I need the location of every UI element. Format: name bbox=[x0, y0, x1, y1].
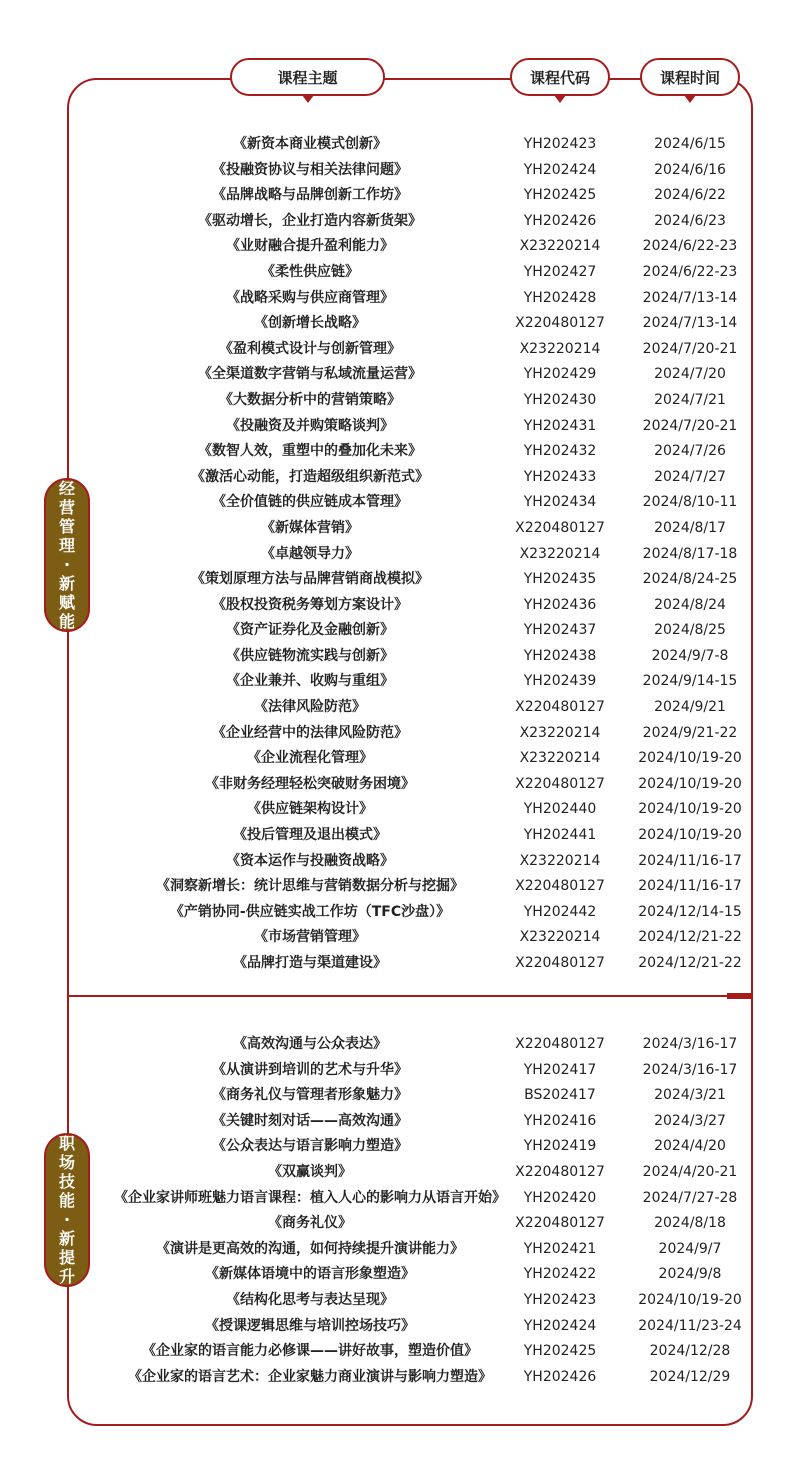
course-time: 2024/9/7-8 bbox=[651, 647, 729, 664]
course-time: 2024/6/15 bbox=[654, 136, 726, 152]
course-title: 《业财融合提升盈利能力》 bbox=[226, 238, 394, 255]
course-code: X220480127 bbox=[515, 878, 605, 895]
course-time: 2024/3/27 bbox=[654, 1112, 726, 1129]
course-time: 2024/9/14-15 bbox=[642, 673, 738, 690]
table-row bbox=[0, 618, 800, 644]
course-code: YH202432 bbox=[523, 443, 597, 460]
course-time: 2024/7/13-14 bbox=[642, 289, 738, 306]
course-time: 2024/11/16-17 bbox=[638, 878, 742, 895]
table-row bbox=[0, 414, 800, 440]
table-row bbox=[0, 1134, 800, 1160]
course-code: YH202416 bbox=[523, 1112, 597, 1129]
course-title: 《驱动增长，企业打造内容新货架》 bbox=[198, 212, 422, 229]
table-row bbox=[0, 849, 800, 875]
table-row bbox=[0, 362, 800, 388]
header-topic bbox=[230, 58, 385, 96]
course-code: YH202440 bbox=[523, 801, 597, 818]
table-row bbox=[0, 311, 800, 337]
course-time: 2024/8/18 bbox=[654, 1215, 726, 1232]
course-time: 2024/6/22-23 bbox=[642, 238, 738, 255]
course-time: 2024/4/20 bbox=[654, 1138, 726, 1155]
header-code bbox=[510, 58, 610, 96]
course-time: 2024/8/24 bbox=[654, 596, 726, 613]
table-row bbox=[0, 234, 800, 260]
course-title: 《投后管理及退出模式》 bbox=[233, 827, 387, 844]
course-list-skills bbox=[0, 1032, 800, 1390]
course-time: 2024/12/21-22 bbox=[638, 955, 742, 971]
table-row bbox=[0, 465, 800, 491]
table-row bbox=[0, 593, 800, 619]
course-time: 2024/4/20-21 bbox=[642, 1163, 738, 1180]
course-time: 2024/10/19-20 bbox=[638, 1291, 742, 1308]
course-time: 2024/7/20-21 bbox=[642, 340, 738, 357]
course-title: 《新资本商业模式创新》 bbox=[233, 136, 387, 152]
course-code: X220480127 bbox=[515, 1215, 605, 1232]
course-code: YH202423 bbox=[523, 136, 597, 152]
course-code: X23220214 bbox=[519, 852, 601, 869]
course-title: 《企业家的语言艺术：企业家魅力商业演讲与影响力塑造》 bbox=[128, 1368, 492, 1385]
course-time: 2024/6/16 bbox=[654, 161, 726, 178]
course-title: 《卓越领导力》 bbox=[261, 545, 359, 562]
course-code: YH202441 bbox=[523, 827, 597, 844]
course-time: 2024/7/20-21 bbox=[642, 417, 738, 434]
course-time: 2024/6/22-23 bbox=[642, 263, 738, 280]
table-row bbox=[0, 1288, 800, 1314]
course-time: 2024/10/19-20 bbox=[638, 750, 742, 767]
course-time: 2024/6/23 bbox=[654, 212, 726, 229]
course-title: 《非财务经理轻松突破财务困境》 bbox=[205, 775, 415, 792]
course-time: 2024/7/27 bbox=[654, 468, 726, 485]
course-code: YH202435 bbox=[523, 571, 597, 588]
course-title: 《创新增长战略》 bbox=[254, 315, 366, 332]
course-time: 2024/7/26 bbox=[654, 443, 726, 460]
course-code: X220480127 bbox=[515, 1036, 605, 1052]
course-code: YH202424 bbox=[523, 1317, 597, 1334]
course-time: 2024/11/23-24 bbox=[638, 1317, 742, 1334]
table-row bbox=[0, 260, 800, 286]
course-title: 《股权投资税务筹划方案设计》 bbox=[212, 596, 408, 613]
course-time: 2024/9/21 bbox=[654, 699, 726, 716]
table-row bbox=[0, 772, 800, 798]
course-title: 《企业家的语言能力必修课——讲好故事，塑造价值》 bbox=[142, 1343, 478, 1360]
table-row bbox=[0, 1032, 800, 1058]
course-title: 《战略采购与供应商管理》 bbox=[226, 289, 394, 306]
course-code: YH202420 bbox=[523, 1189, 597, 1206]
table-row bbox=[0, 874, 800, 900]
table-row bbox=[0, 1365, 800, 1391]
table-row bbox=[0, 1262, 800, 1288]
course-time: 2024/3/16-17 bbox=[642, 1061, 738, 1078]
table-row bbox=[0, 490, 800, 516]
course-title: 《产销协同-供应链实战工作坊（TFC沙盘）》 bbox=[169, 903, 451, 920]
down-arrow-icon bbox=[554, 95, 566, 103]
table-row bbox=[0, 1186, 800, 1212]
course-time: 2024/9/8 bbox=[658, 1266, 722, 1283]
course-time: 2024/12/14-15 bbox=[638, 903, 742, 920]
course-code: X23220214 bbox=[519, 724, 601, 741]
down-arrow-icon bbox=[302, 95, 314, 103]
course-time: 2024/9/21-22 bbox=[642, 724, 738, 741]
section-divider bbox=[67, 995, 753, 997]
course-title: 《数智人效，重塑中的叠加化未来》 bbox=[198, 443, 422, 460]
course-title: 《洞察新增长：统计思维与营销数据分析与挖掘》 bbox=[156, 878, 464, 895]
course-time: 2024/8/17 bbox=[654, 519, 726, 536]
header-topic-label: 课程主题 bbox=[277, 68, 338, 87]
course-code: YH202421 bbox=[523, 1240, 597, 1257]
course-code: YH202419 bbox=[523, 1138, 597, 1155]
course-code: YH202438 bbox=[523, 647, 597, 664]
course-code: BS202417 bbox=[524, 1087, 596, 1104]
table-row bbox=[0, 1211, 800, 1237]
table-row bbox=[0, 721, 800, 747]
course-title: 《企业家讲师班魅力语言课程：植入人心的影响力从语言开始》 bbox=[114, 1189, 506, 1206]
course-title: 《盈利模式设计与创新管理》 bbox=[219, 340, 401, 357]
course-code: X23220214 bbox=[519, 929, 601, 946]
table-row bbox=[0, 746, 800, 772]
section-divider-cap bbox=[727, 993, 753, 999]
course-time: 2024/9/7 bbox=[658, 1240, 722, 1257]
course-time: 2024/12/21-22 bbox=[638, 929, 742, 946]
course-title: 《新媒体语境中的语言形象塑造》 bbox=[205, 1266, 415, 1283]
course-title: 《商务礼仪》 bbox=[268, 1215, 352, 1232]
table-row bbox=[0, 516, 800, 542]
section-badge-label: 经营管理·新赋能 bbox=[58, 479, 75, 631]
course-title: 《关键时刻对话——高效沟通》 bbox=[212, 1112, 408, 1129]
table-row bbox=[0, 1237, 800, 1263]
table-row bbox=[0, 695, 800, 721]
table-row bbox=[0, 669, 800, 695]
course-time: 2024/3/21 bbox=[654, 1087, 726, 1104]
course-title: 《资本运作与投融资战略》 bbox=[226, 852, 394, 869]
course-title: 《柔性供应链》 bbox=[261, 263, 359, 280]
course-title: 《市场营销管理》 bbox=[254, 929, 366, 946]
course-code: YH202424 bbox=[523, 161, 597, 178]
course-title: 《全价值链的供应链成本管理》 bbox=[212, 494, 408, 511]
course-title: 《法律风险防范》 bbox=[254, 699, 366, 716]
course-code: X23220214 bbox=[519, 545, 601, 562]
course-title: 《新媒体营销》 bbox=[261, 519, 359, 536]
course-code: X23220214 bbox=[519, 238, 601, 255]
table-row bbox=[0, 1339, 800, 1365]
course-time: 2024/7/13-14 bbox=[642, 315, 738, 332]
course-time: 2024/7/27-28 bbox=[642, 1189, 738, 1206]
table-row bbox=[0, 567, 800, 593]
course-list-management bbox=[0, 132, 800, 977]
table-row bbox=[0, 132, 800, 158]
course-code: YH202426 bbox=[523, 1368, 597, 1385]
course-code: YH202417 bbox=[523, 1061, 597, 1078]
course-code: X220480127 bbox=[515, 1163, 605, 1180]
course-time: 2024/11/16-17 bbox=[638, 852, 742, 869]
course-code: X220480127 bbox=[515, 315, 605, 332]
course-title: 《授课逻辑思维与培训控场技巧》 bbox=[205, 1317, 415, 1334]
table-row bbox=[0, 209, 800, 235]
course-time: 2024/10/19-20 bbox=[638, 801, 742, 818]
course-code: YH202437 bbox=[523, 622, 597, 639]
course-code: X23220214 bbox=[519, 750, 601, 767]
course-title: 《演讲是更高效的沟通，如何持续提升演讲能力》 bbox=[156, 1240, 464, 1257]
header-code-label: 课程代码 bbox=[529, 68, 590, 87]
table-row bbox=[0, 797, 800, 823]
course-title: 《从演讲到培训的艺术与升华》 bbox=[212, 1061, 408, 1078]
course-code: YH202434 bbox=[523, 494, 597, 511]
course-code: YH202439 bbox=[523, 673, 597, 690]
course-time: 2024/12/28 bbox=[649, 1343, 731, 1360]
course-code: X220480127 bbox=[515, 955, 605, 971]
table-row bbox=[0, 158, 800, 184]
course-title: 《品牌打造与渠道建设》 bbox=[233, 955, 387, 971]
down-arrow-icon bbox=[684, 95, 696, 103]
course-title: 《品牌战略与品牌创新工作坊》 bbox=[212, 187, 408, 204]
course-title: 《公众表达与语言影响力塑造》 bbox=[212, 1138, 408, 1155]
course-code: YH202425 bbox=[523, 1343, 597, 1360]
course-code: YH202422 bbox=[523, 1266, 597, 1283]
course-title: 《全渠道数字营销与私域流量运营》 bbox=[198, 366, 422, 383]
header-time bbox=[640, 58, 740, 96]
course-title: 《结构化思考与表达呈现》 bbox=[226, 1291, 394, 1308]
course-time: 2024/8/24-25 bbox=[642, 571, 738, 588]
course-title: 《供应链物流实践与创新》 bbox=[226, 647, 394, 664]
table-row bbox=[0, 1058, 800, 1084]
course-title: 《供应链架构设计》 bbox=[247, 801, 373, 818]
course-title: 《投融资及并购策略谈判》 bbox=[226, 417, 394, 434]
table-row bbox=[0, 1314, 800, 1340]
table-row bbox=[0, 925, 800, 951]
course-code: YH202442 bbox=[523, 903, 597, 920]
course-title: 《企业经营中的法律风险防范》 bbox=[212, 724, 408, 741]
course-time: 2024/6/22 bbox=[654, 187, 726, 204]
course-time: 2024/10/19-20 bbox=[638, 775, 742, 792]
course-code: YH202433 bbox=[523, 468, 597, 485]
course-title: 《企业兼并、收购与重组》 bbox=[226, 673, 394, 690]
table-row bbox=[0, 388, 800, 414]
table-row bbox=[0, 900, 800, 926]
course-time: 2024/8/25 bbox=[654, 622, 726, 639]
course-code: YH202427 bbox=[523, 263, 597, 280]
course-title: 《资产证券化及金融创新》 bbox=[226, 622, 394, 639]
course-time: 2024/7/21 bbox=[654, 391, 726, 408]
course-code: YH202425 bbox=[523, 187, 597, 204]
course-time: 2024/10/19-20 bbox=[638, 827, 742, 844]
course-code: YH202431 bbox=[523, 417, 597, 434]
course-title: 《投融资协议与相关法律问题》 bbox=[212, 161, 408, 178]
course-time: 2024/8/17-18 bbox=[642, 545, 738, 562]
course-code: X23220214 bbox=[519, 340, 601, 357]
course-code: X220480127 bbox=[515, 699, 605, 716]
course-code: X220480127 bbox=[515, 775, 605, 792]
table-row bbox=[0, 951, 800, 977]
table-row bbox=[0, 183, 800, 209]
course-time: 2024/3/16-17 bbox=[642, 1036, 738, 1052]
table-row bbox=[0, 286, 800, 312]
course-title: 《高效沟通与公众表达》 bbox=[233, 1036, 387, 1052]
course-time: 2024/8/10-11 bbox=[642, 494, 738, 511]
course-code: YH202428 bbox=[523, 289, 597, 306]
table-row bbox=[0, 823, 800, 849]
course-title: 《策划原理方法与品牌营销商战模拟》 bbox=[191, 571, 429, 588]
course-code: YH202423 bbox=[523, 1291, 597, 1308]
course-code: YH202426 bbox=[523, 212, 597, 229]
course-time: 2024/12/29 bbox=[649, 1368, 731, 1385]
table-row bbox=[0, 439, 800, 465]
table-row bbox=[0, 1109, 800, 1135]
course-title: 《企业流程化管理》 bbox=[247, 750, 373, 767]
section-badge-label: 职场技能·新提升 bbox=[58, 1134, 75, 1286]
table-row bbox=[0, 1083, 800, 1109]
course-title: 《大数据分析中的营销策略》 bbox=[219, 391, 401, 408]
course-code: YH202429 bbox=[523, 366, 597, 383]
course-title: 《双赢谈判》 bbox=[268, 1163, 352, 1180]
table-row bbox=[0, 644, 800, 670]
table-row bbox=[0, 337, 800, 363]
table-row bbox=[0, 542, 800, 568]
header-time-label: 课程时间 bbox=[659, 68, 720, 87]
course-code: X220480127 bbox=[515, 519, 605, 536]
table-row bbox=[0, 1160, 800, 1186]
course-title: 《激活心动能，打造超级组织新范式》 bbox=[191, 468, 429, 485]
course-time: 2024/7/20 bbox=[654, 366, 726, 383]
course-code: YH202430 bbox=[523, 391, 597, 408]
course-title: 《商务礼仪与管理者形象魅力》 bbox=[212, 1087, 408, 1104]
course-code: YH202436 bbox=[523, 596, 597, 613]
